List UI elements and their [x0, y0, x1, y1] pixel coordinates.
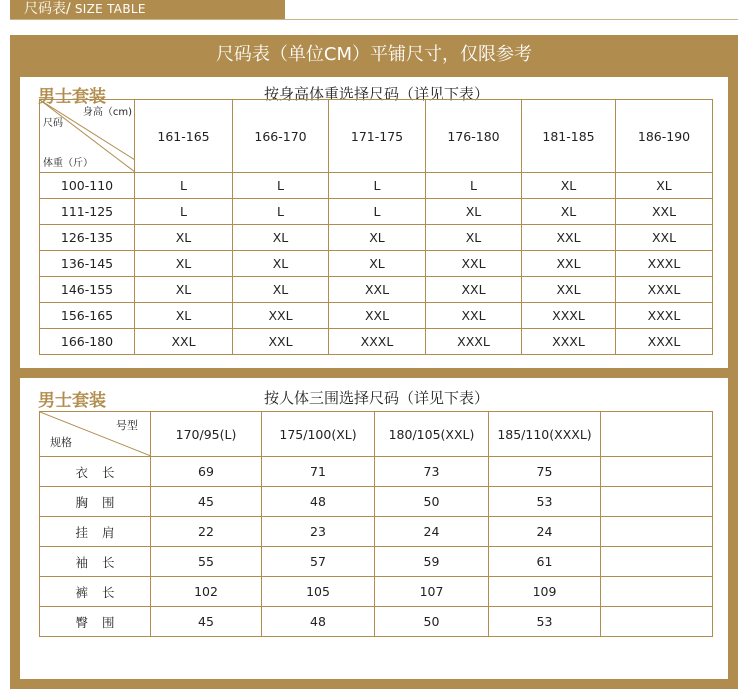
size-chart-frame — [10, 35, 738, 689]
header-divider — [10, 19, 738, 20]
size-cell: XXXL — [522, 329, 616, 355]
panel-title: 男士套装 — [38, 391, 106, 411]
table-header-row — [40, 100, 713, 173]
size-cell: XXXL — [616, 329, 713, 355]
table-row — [40, 173, 713, 199]
size-cell: XXXL — [616, 303, 713, 329]
row-label: 166-180 — [40, 329, 135, 355]
measure-cell: 71 — [262, 457, 375, 487]
size-cell: XL — [522, 199, 616, 225]
panel-subtitle: 按人体三围选择尺码（详见下表） — [264, 389, 490, 407]
column-header: 166-170 — [233, 100, 329, 173]
panel-title: 男士套装 — [38, 87, 106, 107]
measure-cell: 23 — [262, 517, 375, 547]
measure-cell: 107 — [375, 577, 489, 607]
column-header: 161-165 — [135, 100, 233, 173]
measure-cell: 50 — [375, 607, 489, 637]
row-label: 裤长 — [40, 577, 151, 607]
size-cell: XXXL — [616, 251, 713, 277]
header-tab-en: SIZE TABLE — [70, 2, 146, 16]
table-row — [40, 487, 713, 517]
size-cell: XL — [135, 225, 233, 251]
table-row — [40, 225, 713, 251]
size-cell: XXL — [233, 329, 329, 355]
size-cell: XL — [329, 225, 426, 251]
column-header: 170/95(L) — [151, 412, 262, 457]
header-tab — [10, 0, 285, 19]
measure-cell — [601, 607, 713, 637]
size-cell: L — [135, 199, 233, 225]
row-label: 袖长 — [40, 547, 151, 577]
measure-cell — [601, 577, 713, 607]
size-cell: XXL — [616, 199, 713, 225]
size-cell: XXXL — [522, 303, 616, 329]
table-header-row — [40, 412, 713, 457]
size-cell: XL — [233, 277, 329, 303]
column-header: 180/105(XXL) — [375, 412, 489, 457]
measure-cell: 55 — [151, 547, 262, 577]
measure-cell: 48 — [262, 487, 375, 517]
measure-cell: 48 — [262, 607, 375, 637]
table-row — [40, 607, 713, 637]
height-weight-panel — [20, 77, 728, 368]
size-cell: L — [329, 173, 426, 199]
measure-cell: 69 — [151, 457, 262, 487]
corner-model-label: 号型 — [116, 419, 138, 432]
table-row — [40, 199, 713, 225]
table-row — [40, 277, 713, 303]
measure-cell: 22 — [151, 517, 262, 547]
banner-title: 尺码表（单位CM）平铺尺寸，仅限参考 — [215, 44, 533, 65]
row-label: 146-155 — [40, 277, 135, 303]
measure-cell: 105 — [262, 577, 375, 607]
size-cell: XXL — [426, 303, 522, 329]
size-cell: XL — [233, 225, 329, 251]
table-row — [40, 517, 713, 547]
measure-cell: 57 — [262, 547, 375, 577]
header-tab-zh: 尺码表/ — [24, 1, 71, 17]
measure-cell — [601, 517, 713, 547]
measure-cell: 75 — [489, 457, 601, 487]
measure-cell: 53 — [489, 607, 601, 637]
corner-cell — [40, 100, 135, 173]
column-header: 176-180 — [426, 100, 522, 173]
body-measurement-panel — [20, 378, 728, 679]
corner-weight-label: 体重（斤） — [43, 158, 93, 169]
size-cell: XXL — [426, 251, 522, 277]
body-measurement-table — [39, 411, 713, 637]
size-cell: XL — [329, 251, 426, 277]
table-row — [40, 251, 713, 277]
size-cell: XL — [616, 173, 713, 199]
column-header: 186-190 — [616, 100, 713, 173]
row-label: 挂肩 — [40, 517, 151, 547]
size-cell: XL — [426, 199, 522, 225]
size-cell: XXXL — [426, 329, 522, 355]
column-header: 181-185 — [522, 100, 616, 173]
measure-cell: 73 — [375, 457, 489, 487]
corner-size-label: 尺码 — [43, 118, 63, 129]
row-label: 156-165 — [40, 303, 135, 329]
column-header: 175/100(XL) — [262, 412, 375, 457]
size-cell: XL — [426, 225, 522, 251]
measure-cell — [601, 457, 713, 487]
panel-subtitle: 按身高体重选择尺码（详见下表） — [264, 85, 490, 103]
row-label: 136-145 — [40, 251, 135, 277]
table-row — [40, 329, 713, 355]
corner-cell — [40, 412, 151, 457]
size-cell: XL — [135, 251, 233, 277]
size-cell: XXL — [135, 329, 233, 355]
height-weight-table — [39, 99, 713, 355]
measure-cell: 45 — [151, 607, 262, 637]
measure-cell: 61 — [489, 547, 601, 577]
table-row — [40, 577, 713, 607]
size-cell: L — [233, 199, 329, 225]
size-cell: XL — [135, 277, 233, 303]
size-cell: XXL — [233, 303, 329, 329]
measure-cell: 109 — [489, 577, 601, 607]
size-cell: XXL — [522, 277, 616, 303]
measure-cell: 24 — [489, 517, 601, 547]
size-cell: XXL — [329, 277, 426, 303]
size-cell: XXL — [522, 225, 616, 251]
measure-cell: 50 — [375, 487, 489, 517]
measure-cell: 102 — [151, 577, 262, 607]
row-label: 胸围 — [40, 487, 151, 517]
row-label: 臀围 — [40, 607, 151, 637]
size-cell: XL — [233, 251, 329, 277]
size-cell: XXL — [522, 251, 616, 277]
size-cell: XL — [135, 303, 233, 329]
size-cell: XXXL — [329, 329, 426, 355]
size-cell: XXXL — [616, 277, 713, 303]
size-cell: XL — [522, 173, 616, 199]
column-header: 185/110(XXXL) — [489, 412, 601, 457]
size-cell: L — [329, 199, 426, 225]
size-cell: XXL — [616, 225, 713, 251]
size-cell: L — [233, 173, 329, 199]
row-label: 126-135 — [40, 225, 135, 251]
corner-spec-label: 规格 — [50, 436, 72, 449]
measure-cell: 24 — [375, 517, 489, 547]
size-cell: L — [426, 173, 522, 199]
measure-cell: 53 — [489, 487, 601, 517]
column-header — [601, 412, 713, 457]
measure-cell: 45 — [151, 487, 262, 517]
table-row — [40, 303, 713, 329]
row-label: 衣长 — [40, 457, 151, 487]
corner-height-label: 身高（cm) — [82, 107, 132, 118]
measure-cell — [601, 487, 713, 517]
column-header: 171-175 — [329, 100, 426, 173]
measure-cell: 59 — [375, 547, 489, 577]
row-label: 111-125 — [40, 199, 135, 225]
table-row — [40, 547, 713, 577]
row-label: 100-110 — [40, 173, 135, 199]
size-cell: L — [135, 173, 233, 199]
table-row — [40, 457, 713, 487]
size-cell: XXL — [329, 303, 426, 329]
size-cell: XXL — [426, 277, 522, 303]
measure-cell — [601, 547, 713, 577]
